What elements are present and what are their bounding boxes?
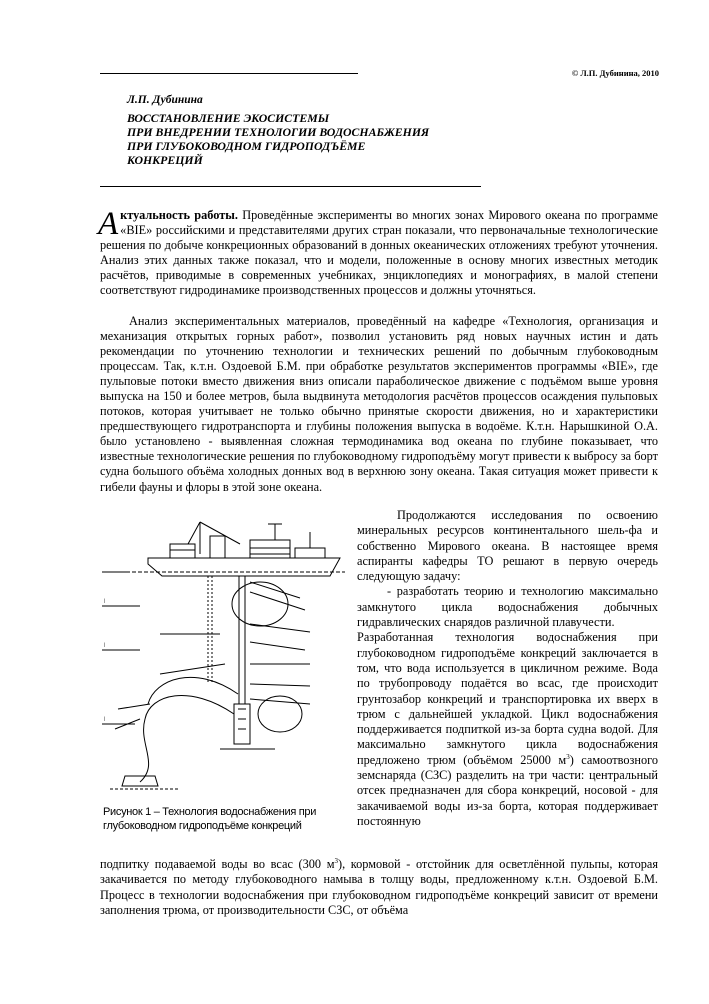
- svg-text:|: |: [104, 643, 106, 648]
- paragraph-text: Проведённые эксперименты во многих зонах Мирового океана по программе «BIE» российскими и представителями других стран показали, что первоначальные технологические решения по добыче конкреционных образований в донных океанических отложениях требуют уточнения. Анализ этих данных также показал, что и модели, положенные в основу многих известных методик расчётов, приводимые в современных учебниках, энциклопедиях и монографиях, в малой степени соответствуют гидродинамике производственных процессов и должны уточняться.: [100, 208, 658, 298]
- title-line: КОНКРЕЦИЙ: [127, 153, 203, 167]
- paragraph-text: Разработанная технология водоснабжения при глубоководном гидроподъёме конкреций заключается в том, что вода используется в цикличном режиме. Вода по трубопроводу подаётся во всас, где происходит грунтозабор конкреций и транспортировка их вверх в трюм с дальнейшей укладкой. Цикл водоснабжения поддерживается подпиткой из-за борта судна водой. Для максимально замкнутого цикла водоснабжения предложено трюм (объёмом 25000 м: [357, 630, 658, 767]
- paragraph-text: ), кормовой - отстойник для осветлённой пульпы, которая закачивается по методу глубоководного намыва в толщу воды, предложенному к.т.н. Оздоевой Б.М. Процесс в технологии водоснабжения при глубоководном гидроподъёме конкреций зависит от времени заполнения трюма, от производительности СЗС, от объёма: [100, 857, 658, 917]
- drop-cap: А: [98, 206, 119, 242]
- right-column: [357, 508, 658, 829]
- paragraph-research: Продолжаются исследования по освоению минеральных ресурсов континентального шель-фа и собственно Мирового океана. В настоящее время аспиранты кафедры ТО решают в первую очередь следующую задачу:: [357, 508, 658, 584]
- paragraph-intro: [100, 208, 658, 298]
- title-rule: [100, 186, 481, 187]
- title-line: ВОССТАНОВЛЕНИЕ ЭКОСИСТЕМЫ: [127, 111, 330, 125]
- superscript: 3: [566, 752, 570, 761]
- paragraph-continuation: [100, 857, 658, 918]
- svg-text:|: |: [104, 599, 106, 604]
- svg-text:|: |: [104, 717, 106, 722]
- task-item: - разработать теорию и технологию максимально замкнутого цикла водоснабжения добычных гидравлических снарядов различной плавучести.: [357, 584, 658, 630]
- title-line: ПРИ ВНЕДРЕНИИ ТЕХНОЛОГИИ ВОДОСНАБЖЕНИЯ: [127, 125, 430, 139]
- author-name: Л.П. Дубинина: [127, 94, 203, 106]
- paragraph-analysis: Анализ экспериментальных материалов, проведённый на кафедре «Технология, организация и механизация открытых горных работ», позволил установить ряд новых научных истин и дать рекомендации по уточнению технологии и технических решений по добычным глубоководным процессам. Так, к.т.н. Оздоевой Б.М. при обработке результатов экспериментов программы «BIE», где пульповые потоки вместо движения вниз описали параболическое движение с подъёмом выше уровня выпуска на 150 и более метров, была выдвинута методология расчётов процессов осаждения пульповых потоков, которая учитывает не только обычно принятые скорости движения, но и характеристики предшествующего гидротранспорта и глубины положения выпуска в водоёме. К.т.н. Нарышкиной О.А. было установлено - выявленная сложная термодинамика вод океана по глубине показывает, что известные технологические решения по глубоководному гидроподъёму могут привести к выбросу за борт судна большого объёма холодных донных вод в верхнюю зону океана. Такая ситуация может привести к гибели фауны и флоры в этой зоне океана.: [100, 314, 658, 494]
- figure-diagram: [100, 514, 350, 804]
- lead-heading: ктуальность работы.: [120, 208, 238, 222]
- header-rule: [100, 73, 358, 74]
- paragraph-technology: [357, 630, 658, 829]
- copyright-notice: © Л.П. Дубинина, 2010: [571, 68, 659, 78]
- paragraph-text: подпитку подаваемой воды во всас (300 м: [100, 857, 335, 871]
- ship-hull-icon: [148, 558, 340, 576]
- figure-caption: Рисунок 1 – Технология водоснабжения при глубоководном гидроподъёме конкреций: [103, 806, 317, 832]
- superscript: 3: [334, 856, 338, 865]
- title-line: ПРИ ГЛУБОКОВОДНОМ ГИДРОПОДЪЁМЕ: [127, 139, 366, 153]
- article-title: [127, 111, 527, 167]
- paragraph-text: ) самоотвозного земснаряда (СЗС) разделить на три части: центральный отсек предназначен для сбора конкреций, носовой - для закачиваемой воды из-за борта, которая поддерживает постоянную: [357, 752, 658, 828]
